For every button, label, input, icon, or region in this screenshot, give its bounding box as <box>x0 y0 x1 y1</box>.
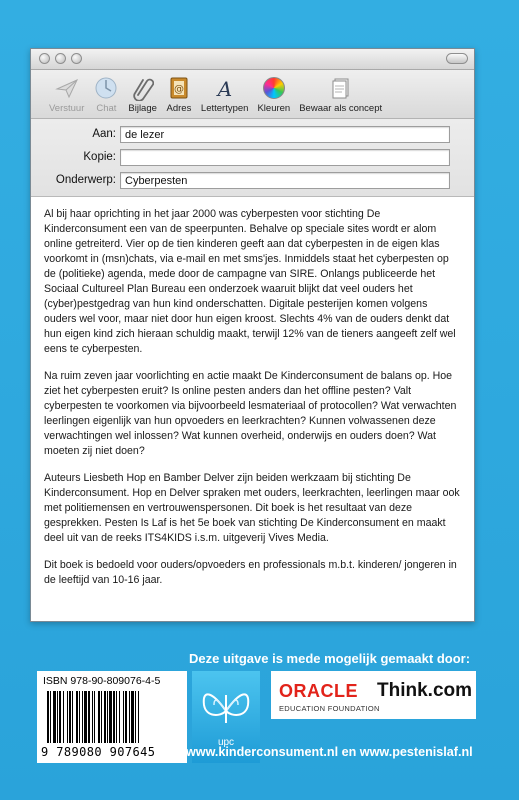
cc-label: Kopie: <box>83 151 116 163</box>
toolbar-toggle-button[interactable] <box>446 53 468 64</box>
subject-row <box>31 169 474 191</box>
upc-label: upc <box>217 737 235 748</box>
fonts-label: Lettertypen <box>200 103 249 114</box>
close-window-button[interactable] <box>39 53 50 64</box>
oracle-wordmark: ORACLE <box>279 681 358 701</box>
svg-text:A: A <box>217 77 232 100</box>
isbn-number: ISBN 978-90-809076-4-5 <box>43 675 161 687</box>
oracle-logo <box>271 671 476 719</box>
save-draft-label: Bewaar als concept <box>299 103 383 114</box>
message-headers <box>31 119 474 197</box>
minimize-window-button[interactable] <box>55 53 66 64</box>
save-draft-button[interactable] <box>299 75 382 118</box>
education-foundation-text: EDUCATION FOUNDATION <box>279 704 380 713</box>
send-label: Verstuur <box>49 103 85 114</box>
subject-label: Onderwerp: <box>55 174 116 186</box>
svg-text:@: @ <box>173 84 184 95</box>
barcode-icon <box>43 691 181 743</box>
to-row <box>31 123 474 145</box>
message-paragraph: Dit boek is bedoeld voor ouders/opvoeders en professionals m.b.t. kinderen/ jongeren in de leeftijd van 10-16 jaar. <box>44 559 457 586</box>
cc-row <box>31 146 474 168</box>
save-draft-icon <box>328 75 354 101</box>
chat-icon <box>93 75 119 101</box>
address-label: Adres <box>166 103 192 114</box>
address-book-icon <box>166 75 192 101</box>
subject-field[interactable]: Cyberpesten <box>120 172 450 189</box>
website-urls: www.kinderconsument.nl en www.pestenislaf.nl <box>186 745 473 759</box>
sponsor-credit: Deze uitgave is mede mogelijk gemaakt door: <box>189 651 471 666</box>
fonts-button[interactable] <box>201 75 249 118</box>
paperclip-icon <box>130 75 156 101</box>
to-field[interactable]: de lezer <box>120 126 450 143</box>
cc-field[interactable] <box>120 149 450 166</box>
chat-label: Chat <box>96 103 117 114</box>
mail-compose-window <box>30 48 475 622</box>
to-label: Aan: <box>92 128 116 140</box>
upc-butterfly-icon <box>192 671 260 735</box>
message-paragraph: Na ruim zeven jaar voorlichting en actie maakt De Kinderconsument de balans op. Hoe ziet het cyberpesten eruit? Is online pesten anders dan het offline pesten? Valt cyberpesten te voorkomen via bijvoorbeeld lesmateriaal of protocollen? Wat verwachten leerlingen eigenlijk van hun opvoeders en leerkrachten? Kunnen volwassenen deze verwachtingen wel inlossen? Wat kunnen overheid, onderwijs en ouders doen? Wat moeten zij niet doen? <box>44 370 457 457</box>
barcode-digits: 9 789080 907645 <box>41 745 156 759</box>
isbn-barcode-block <box>37 671 187 763</box>
chat-button[interactable] <box>93 75 119 118</box>
message-paragraph: Al bij haar oprichting in het jaar 2000 was cyberpesten voor stichting De Kinderconsument een van de speerpunten. Behalve op speciale sites wordt er alom online getreiterd. Vier op de tien kinderen geeft aan dat cyberpesten in de eigen klas voorkomt in (msn)chats, via e-mail en met sms'jes. Inmiddels staat het cyberpesten op de (politieke) agenda, mede door de campagne van SIRE. Onlangs publiceerde het Sociaal Cultureel Plan Bureau een onderzoek waaruit blijkt dat veel ouders het (cyber)pestgedrag van hun kind onderschatten. Digitale pesterijen komen volgens ouders wel voor, maar niet door hun eigen kroost. Slechts 4% van de ouders denkt dat hun eigen kind zich hieraan schuldig maakt, terwijl 12% van de tieners aangeeft zelf wel eens te cyberpesten. <box>44 208 456 355</box>
colors-button[interactable] <box>257 75 290 118</box>
fonts-icon <box>212 75 238 101</box>
think-com-wordmark: Think.com <box>377 680 473 701</box>
send-plane-icon <box>54 75 80 101</box>
colors-label: Kleuren <box>257 103 291 114</box>
color-wheel-icon <box>261 75 287 101</box>
address-button[interactable] <box>166 75 192 118</box>
send-button[interactable] <box>49 75 84 118</box>
message-paragraph: Auteurs Liesbeth Hop en Bamber Delver zijn beiden werkzaam bij stichting De Kinderconsument. Hop en Delver spraken met ouders, leerkrachten, leerlingen maar ook met politiemensen en vertrouwenspersonen. Dit boek is het resultaat van deze gesprekken. Pesten Is Laf is het 5e boek van stichting De Kinderconsument en maakt deel uit van de reeks ITS4KIDS i.s.m. uitgeverij Vives Media. <box>44 472 460 544</box>
toolbar <box>31 70 474 119</box>
zoom-window-button[interactable] <box>71 53 82 64</box>
title-bar <box>31 49 474 70</box>
attach-button[interactable] <box>128 75 157 118</box>
attach-label: Bijlage <box>128 103 157 114</box>
message-body[interactable] <box>31 197 474 588</box>
